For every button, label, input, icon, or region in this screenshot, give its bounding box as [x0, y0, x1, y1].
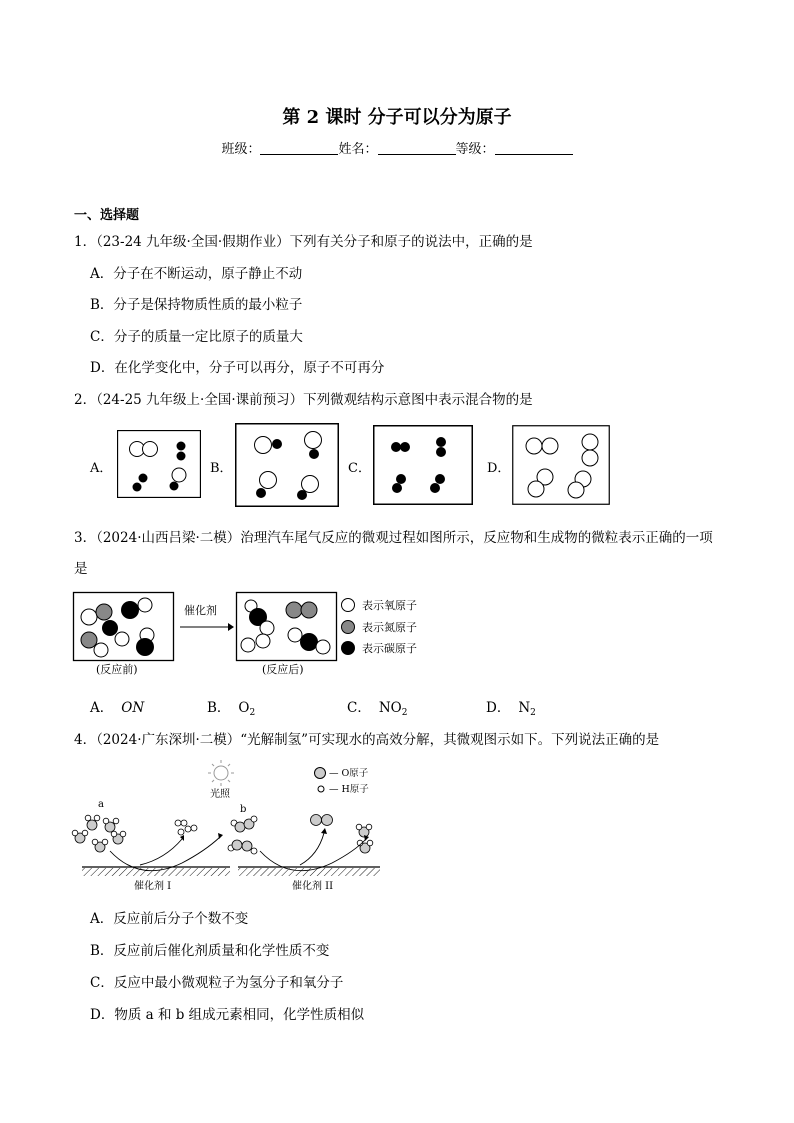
- q2-diagram-a[interactable]: [117, 430, 201, 498]
- q2-label-a[interactable]: A．: [90, 461, 113, 476]
- q3-before-caption: (反应前): [96, 663, 138, 676]
- grade-label: 等级：: [455, 142, 495, 157]
- q4-photolysis-diagram: [70, 755, 390, 895]
- q4-mark-a: a: [98, 799, 104, 810]
- q3-option-a[interactable]: A． ON: [90, 700, 145, 716]
- q3-legend-oxygen: 表示氧原子: [362, 599, 417, 612]
- q4-legend-o-symbol: [315, 768, 326, 779]
- q1-option-d[interactable]: D．在化学变化中，分子可以再分，原子不可再分: [90, 360, 385, 376]
- q4-legend-h-symbol: [318, 786, 324, 792]
- question-2-stem: 2．（24-25 九年级上·全国·课前预习）下列微观结构示意图中表示混合物的是: [74, 392, 533, 408]
- question-4-stem: 4．（2024·广东深圳·二模）“光解制氢”可实现水的高效分解，其微观图示如下。下列说法正确的是: [74, 732, 660, 748]
- q2-label-d[interactable]: D．: [487, 461, 511, 476]
- q3-reaction-diagram: [70, 590, 440, 680]
- q3-legend-nitrogen-symbol: [342, 621, 355, 634]
- q4-option-a[interactable]: A．反应前后分子个数不变: [90, 911, 249, 927]
- q4-option-b[interactable]: B．反应前后催化剂质量和化学性质不变: [90, 943, 330, 959]
- q4-catalyst-2: 催化剂 II: [292, 881, 334, 892]
- q4-catalyst-1: 催化剂 I: [134, 881, 172, 892]
- q2-diagram-d[interactable]: [512, 425, 610, 505]
- q2-diagram-c[interactable]: [373, 425, 473, 505]
- q4-option-c[interactable]: C．反应中最小微观粒子为氢分子和氧分子: [90, 975, 344, 991]
- q3-option-c[interactable]: C． $NO_2$: [347, 700, 408, 718]
- name-blank[interactable]: [378, 141, 456, 155]
- q4-light-label: 光照: [210, 789, 230, 800]
- student-info-line: [0, 138, 794, 157]
- q3-after-box: [237, 593, 337, 661]
- q3-legend-carbon-symbol: [341, 641, 355, 655]
- q4-legend-h: — H原子: [329, 784, 369, 795]
- class-label: 班级：: [221, 142, 261, 157]
- section-heading: 一、选择题: [74, 208, 140, 223]
- q3-catalyst-label: 催化剂: [184, 604, 217, 617]
- q2-label-c[interactable]: C．: [348, 461, 371, 476]
- question-3-stem-line2: 是: [74, 561, 88, 577]
- q3-legend-oxygen-symbol: [342, 599, 355, 612]
- q1-option-b[interactable]: B．分子是保持物质性质的最小粒子: [90, 297, 303, 313]
- sun-icon: [208, 760, 234, 786]
- page-title: 第 2 课时 分子可以分为原子: [282, 107, 512, 128]
- grade-blank[interactable]: [495, 141, 573, 155]
- q3-before-box: [74, 593, 174, 661]
- q4-option-d[interactable]: D．物质 a 和 b 组成元素相同，化学性质相似: [90, 1007, 365, 1023]
- q4-mark-b: b: [240, 804, 247, 815]
- question-3-stem-line1: 3．（2024·山西吕梁·二模）治理汽车尾气反应的微观过程如图所示，反应物和生成物的微粒表示正确的一项: [74, 530, 713, 546]
- q2-label-b[interactable]: B．: [210, 461, 233, 476]
- q3-legend-nitrogen: 表示氮原子: [362, 621, 417, 634]
- q3-after-caption: (反应后): [262, 663, 304, 676]
- q3-legend-carbon: 表示碳原子: [362, 642, 417, 655]
- q1-option-a[interactable]: A．分子在不断运动，原子静止不动: [90, 266, 303, 282]
- q3-option-d[interactable]: D． $N_2$: [486, 700, 536, 718]
- class-blank[interactable]: [260, 141, 338, 155]
- name-label: 姓名：: [338, 142, 378, 157]
- question-1-stem: 1．（23-24 九年级·全国·假期作业）下列有关分子和原子的说法中，正确的是: [74, 234, 533, 250]
- q2-diagram-b[interactable]: [235, 423, 339, 507]
- q3-option-b[interactable]: B． $O_2$: [207, 700, 256, 718]
- q1-option-c[interactable]: C．分子的质量一定比原子的质量大: [90, 329, 303, 345]
- q4-legend-o: — O原子: [329, 768, 369, 779]
